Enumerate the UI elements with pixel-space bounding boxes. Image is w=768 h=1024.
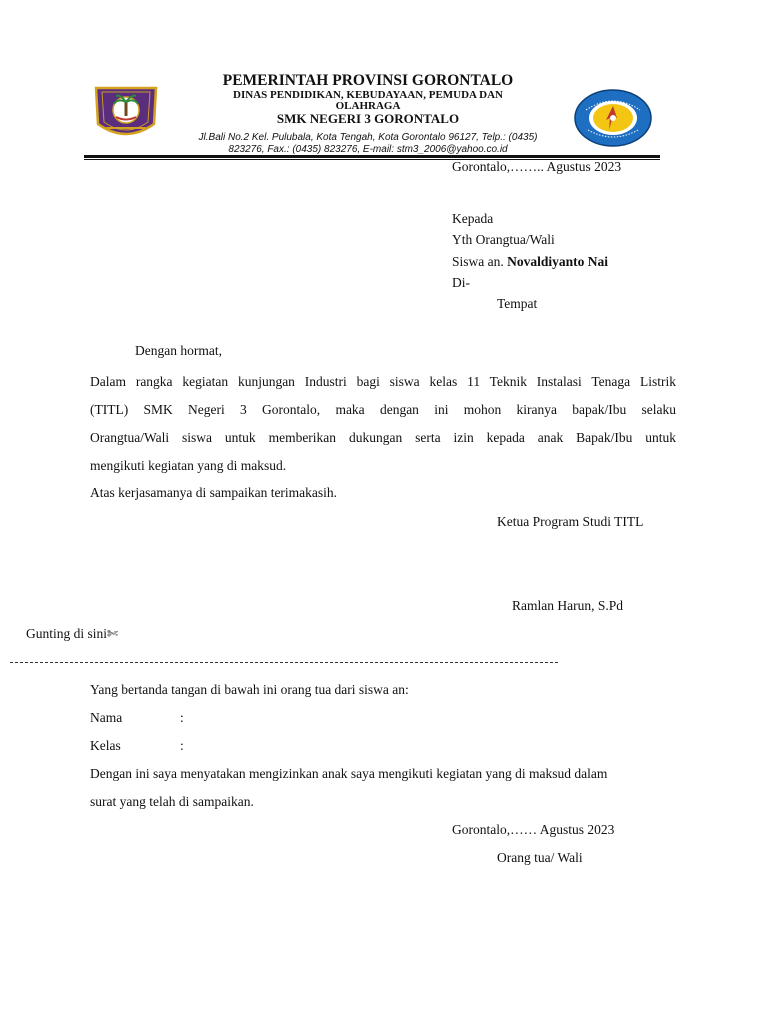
header-address-line1: Jl.Bali No.2 Kel. Pulubala, Kota Tengah, Kota Gorontalo 96127, Telp.: (0435) [198, 132, 538, 143]
header-department: DINAS PENDIDIKAN, KEBUDAYAAN, PEMUDA DAN [233, 89, 503, 101]
recipient-student-name: Novaldiyanto Nai [507, 254, 609, 269]
cut-line [10, 662, 558, 663]
slip-date: Gorontalo,…… Agustus 2023 [452, 822, 615, 837]
slip-name-colon: : [180, 710, 184, 725]
header-government: PEMERINTAH PROVINSI GORONTALO [222, 72, 514, 89]
body-line-3: Orangtua/Wali siswa untuk memberikan dukungan serta izin kepada anak Bapak/Ibu untuk [90, 430, 676, 445]
recipient-line1: Yth Orangtua/Wali [452, 232, 555, 247]
slip-class-colon: : [180, 738, 184, 753]
header-rule-thick [84, 155, 660, 158]
slip-statement-line2: surat yang telah di sampaikan. [90, 794, 254, 809]
recipient-place: Tempat [497, 296, 538, 311]
slip-intro: Yang bertanda tangan di bawah ini orang tua dari siswa an: [90, 682, 409, 697]
cut-label: Gunting di sini [26, 626, 108, 641]
header-department-cont: OLAHRAGA [335, 100, 401, 112]
slip-signer: Orang tua/ Wali [497, 850, 583, 865]
cut-here [26, 626, 118, 642]
scissors-icon: ✄ [107, 627, 118, 642]
slip-class-label: Kelas [90, 738, 121, 753]
header-school-name: SMK NEGERI 3 GORONTALO [276, 111, 460, 126]
closing: Atas kerjasamanya di sampaikan terimakasih. [90, 485, 338, 500]
body-line-2: (TITL) SMK Negeri 3 Gorontalo, maka dengan ini mohon kiranya bapak/Ibu selaku [90, 402, 676, 417]
recipient-label: Kepada [452, 211, 494, 226]
recipient-student [452, 254, 608, 270]
signer-title: Ketua Program Studi TITL [497, 514, 644, 529]
letter-date: Gorontalo,…….. Agustus 2023 [452, 159, 622, 174]
header-address-line2: 823276, Fax.: (0435) 823276, E-mail: stm3_2006@yahoo.co.id [228, 144, 508, 155]
greeting: Dengan hormat, [135, 343, 222, 358]
slip-statement-line1: Dengan ini saya menyatakan mengizinkan anak saya mengikuti kegiatan yang di maksud dalam [90, 766, 608, 781]
recipient-student-prefix: Siswa an. [452, 254, 508, 269]
slip-name-label: Nama [90, 710, 123, 725]
body-line-1: Dalam rangka kegiatan kunjungan Industri bagi siswa kelas 11 Teknik Instalasi Tenaga Listrik [90, 374, 676, 389]
signer-name: Ramlan Harun, S.Pd [512, 598, 623, 613]
body-line-4: mengikuti kegiatan yang di maksud. [90, 458, 287, 473]
recipient-di: Di- [452, 275, 470, 290]
